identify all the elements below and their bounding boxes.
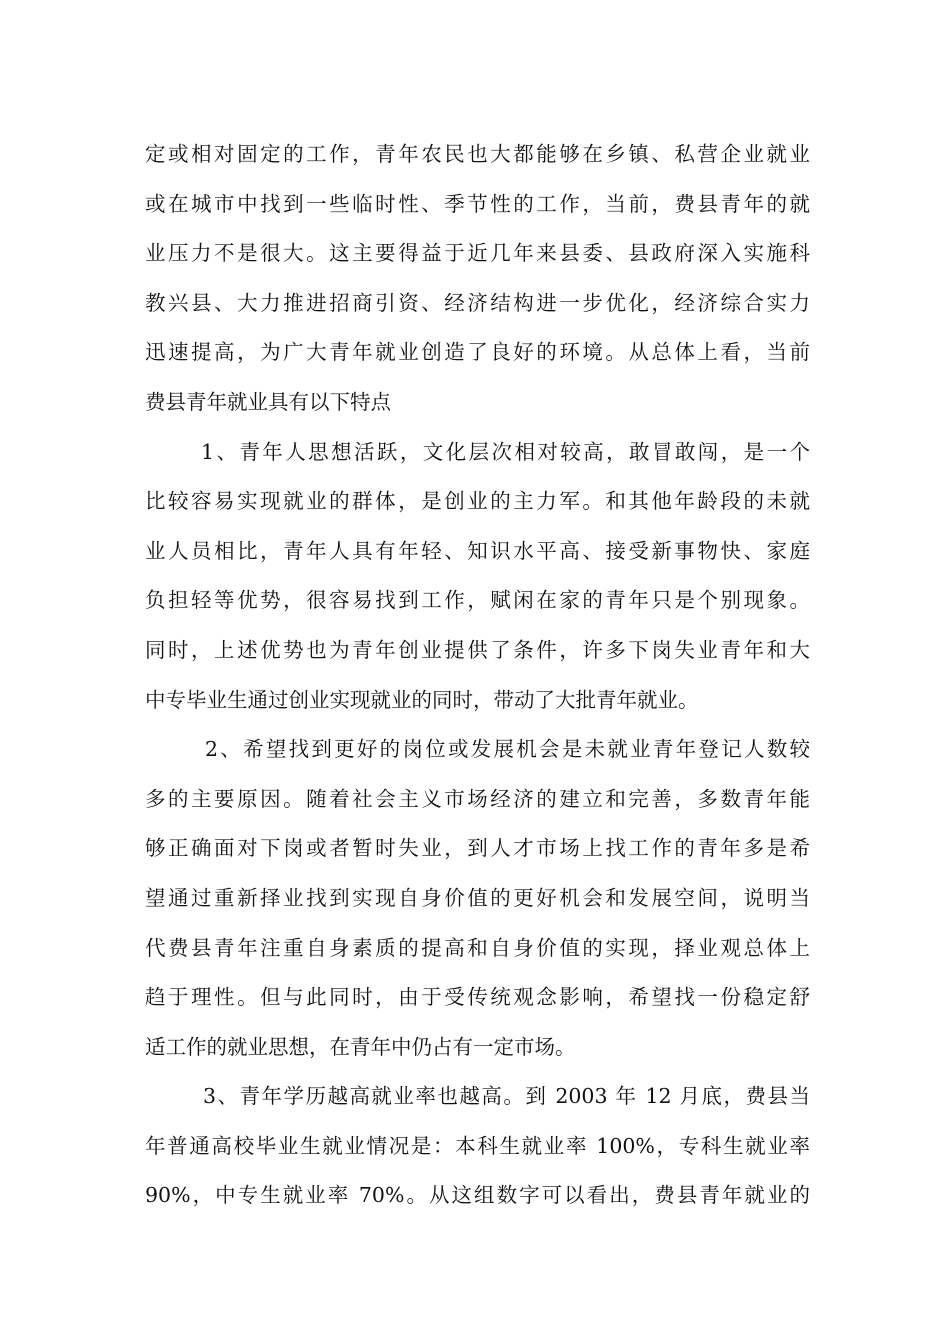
text-line: 业人员相比，青年人具有年轻、知识水平高、接受新事物快、家庭 [145, 538, 810, 563]
text-line: 趋于理性。但与此同时，由于受传统观念影响，希望找一份稳定舒 [145, 985, 810, 1010]
body-text [145, 130, 810, 1221]
text-line: 中专毕业生通过创业实现就业的同时，带动了大批青年就业。 [145, 687, 699, 712]
text-line: 代费县青年注重自身素质的提高和自身价值的实现，择业观总体上 [145, 935, 810, 960]
paragraph-2-first-line: 2、希望找到更好的岗位或发展机会是未就业青年登记人数较 [205, 737, 810, 762]
text-line: 负担轻等优势，很容易找到工作，赋闲在家的青年只是个别现象。 [145, 588, 810, 613]
text-line: 90%，中专生就业率 70%。从这组数字可以看出，费县青年就业的 [145, 1183, 810, 1208]
text-line: 迅速提高，为广大青年就业创造了良好的环境。从总体上看，当前 [145, 340, 810, 365]
paragraph-3-first-line: 3、青年学历越高就业率也越高。到 2003 年 12 月底，费县当 [203, 1084, 810, 1109]
paragraph-1-first-line: 1、青年人思想活跃，文化层次相对较高，敢冒敢闯，是一个 [201, 439, 810, 464]
text-line: 定或相对固定的工作，青年农民也大都能够在乡镇、私营企业就业 [145, 142, 810, 166]
text-line: 适工作的就业思想，在青年中仍占有一定市场。 [145, 1034, 576, 1059]
text-line: 多的主要原因。随着社会主义市场经济的建立和完善，多数青年能 [145, 786, 810, 811]
text-line: 业压力不是很大。这主要得益于近几年来县委、县政府深入实施科 [145, 241, 810, 266]
text-line: 费县青年就业具有以下特点 [145, 389, 391, 414]
text-line: 同时，上述优势也为青年创业提供了条件，许多下岗失业青年和大 [145, 637, 810, 662]
text-line: 够正确面对下岗或者暂时失业，到人才市场上找工作的青年多是希 [145, 836, 810, 861]
text-line: 或在城市中找到一些临时性、季节性的工作，当前，费县青年的就 [145, 191, 810, 216]
text-line: 望通过重新择业找到实现自身价值的更好机会和发展空间，说明当 [145, 885, 810, 910]
text-line: 年普通高校毕业生就业情况是：本科生就业率 100%，专科生就业率 [145, 1133, 810, 1158]
text-line: 教兴县、大力推进招商引资、经济结构进一步优化，经济综合实力 [145, 290, 810, 315]
text-line: 比较容易实现就业的群体，是创业的主力军。和其他年龄段的未就 [145, 489, 810, 514]
